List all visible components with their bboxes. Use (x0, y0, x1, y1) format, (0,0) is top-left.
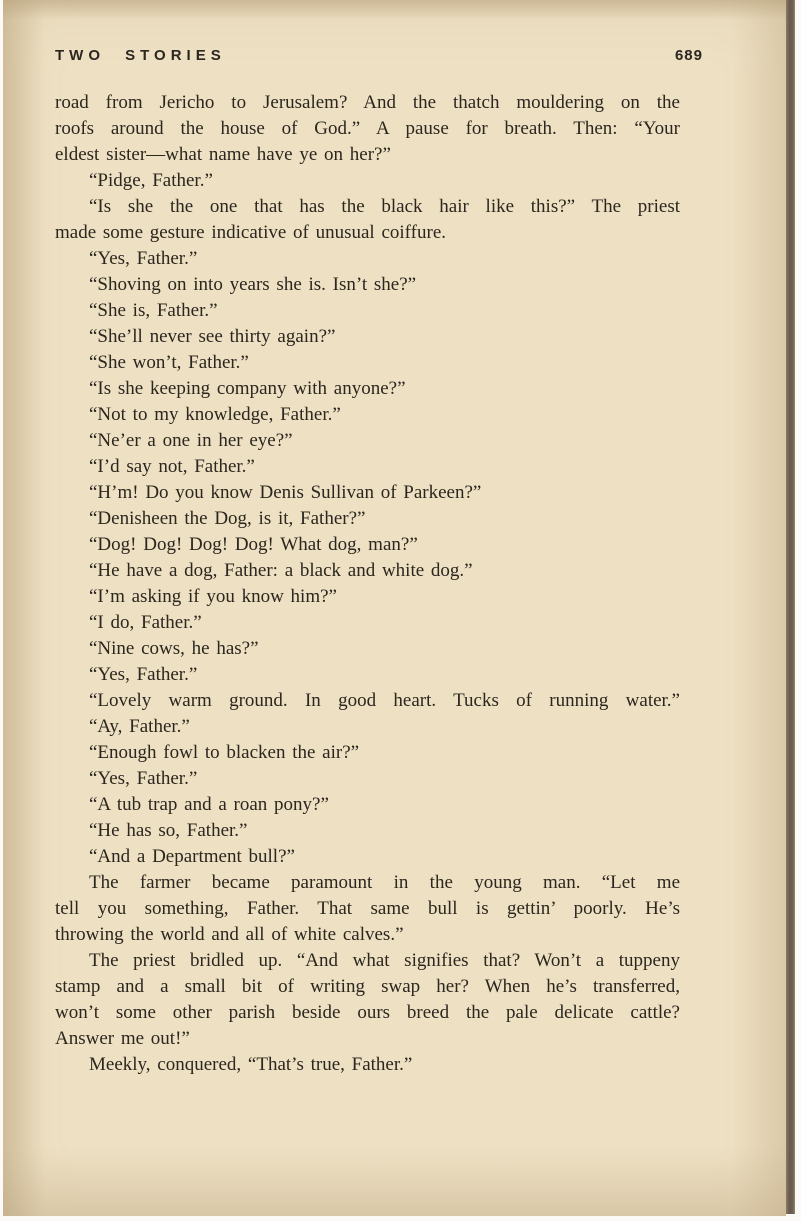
text-line: “H’m! Do you know Denis Sullivan of Parkeen?” (89, 482, 482, 503)
text-line: The farmer became paramount in the young man. “Let me (89, 872, 680, 893)
running-header (55, 47, 703, 69)
text-line: “Nine cows, he has?” (89, 638, 259, 659)
text-line: Answer me out!” (55, 1028, 190, 1049)
text-line: “She’ll never see thirty again?” (89, 326, 336, 347)
book-edge-shadow (786, 0, 795, 1214)
text-line: throwing the world and all of white calves.” (55, 924, 404, 945)
page-paper (3, 0, 786, 1216)
text-line: eldest sister—what name have ye on her?” (55, 144, 391, 165)
text-line: “Pidge, Father.” (89, 170, 213, 191)
text-line: “Not to my knowledge, Father.” (89, 404, 341, 425)
text-line: “Yes, Father.” (89, 768, 198, 789)
page-number: 689 (674, 47, 703, 64)
text-line: “She is, Father.” (89, 300, 218, 321)
text-line: “Ay, Father.” (89, 716, 190, 737)
text-line: “I’d say not, Father.” (89, 456, 255, 477)
text-line: “Is she the one that has the black hair like this?” The priest (89, 196, 680, 217)
header-title: TWO STORIES (55, 47, 226, 64)
text-line: “Ne’er a one in her eye?” (89, 430, 293, 451)
text-line: “Dog! Dog! Dog! Dog! What dog, man?” (89, 534, 418, 555)
text-line: made some gesture indicative of unusual coiffure. (55, 222, 446, 243)
text-line: “Yes, Father.” (89, 248, 198, 269)
text-line: won’t some other parish beside ours breed the pale delicate cattle? (55, 1002, 680, 1023)
text-line: “Shoving on into years she is. Isn’t she?” (89, 274, 417, 295)
text-block (55, 90, 680, 1078)
text-line: “I do, Father.” (89, 612, 202, 633)
text-line: “He has so, Father.” (89, 820, 248, 841)
text-line: tell you something, Father. That same bull is gettin’ poorly. He’s (55, 898, 680, 919)
text-line: “Yes, Father.” (89, 664, 198, 685)
text-line: “I’m asking if you know him?” (89, 586, 337, 607)
text-line: “Is she keeping company with anyone?” (89, 378, 406, 399)
text-line: “Lovely warm ground. In good heart. Tucks of running water.” (89, 690, 680, 711)
text-line: The priest bridled up. “And what signifies that? Won’t a tuppeny (89, 950, 680, 971)
text-line: stamp and a small bit of writing swap her? When he’s transferred, (55, 976, 680, 997)
text-line: “Enough fowl to blacken the air?” (89, 742, 360, 763)
text-line: road from Jericho to Jerusalem? And the thatch mouldering on the (55, 92, 680, 113)
text-line: “Denisheen the Dog, is it, Father?” (89, 508, 366, 529)
text-line: “He have a dog, Father: a black and white dog.” (89, 560, 473, 581)
text-line: “She won’t, Father.” (89, 352, 249, 373)
text-line: Meekly, conquered, “That’s true, Father.” (89, 1054, 413, 1075)
text-line: roofs around the house of God.” A pause for breath. Then: “Your (55, 118, 680, 139)
text-line: “A tub trap and a roan pony?” (89, 794, 329, 815)
text-line: “And a Department bull?” (89, 846, 295, 867)
